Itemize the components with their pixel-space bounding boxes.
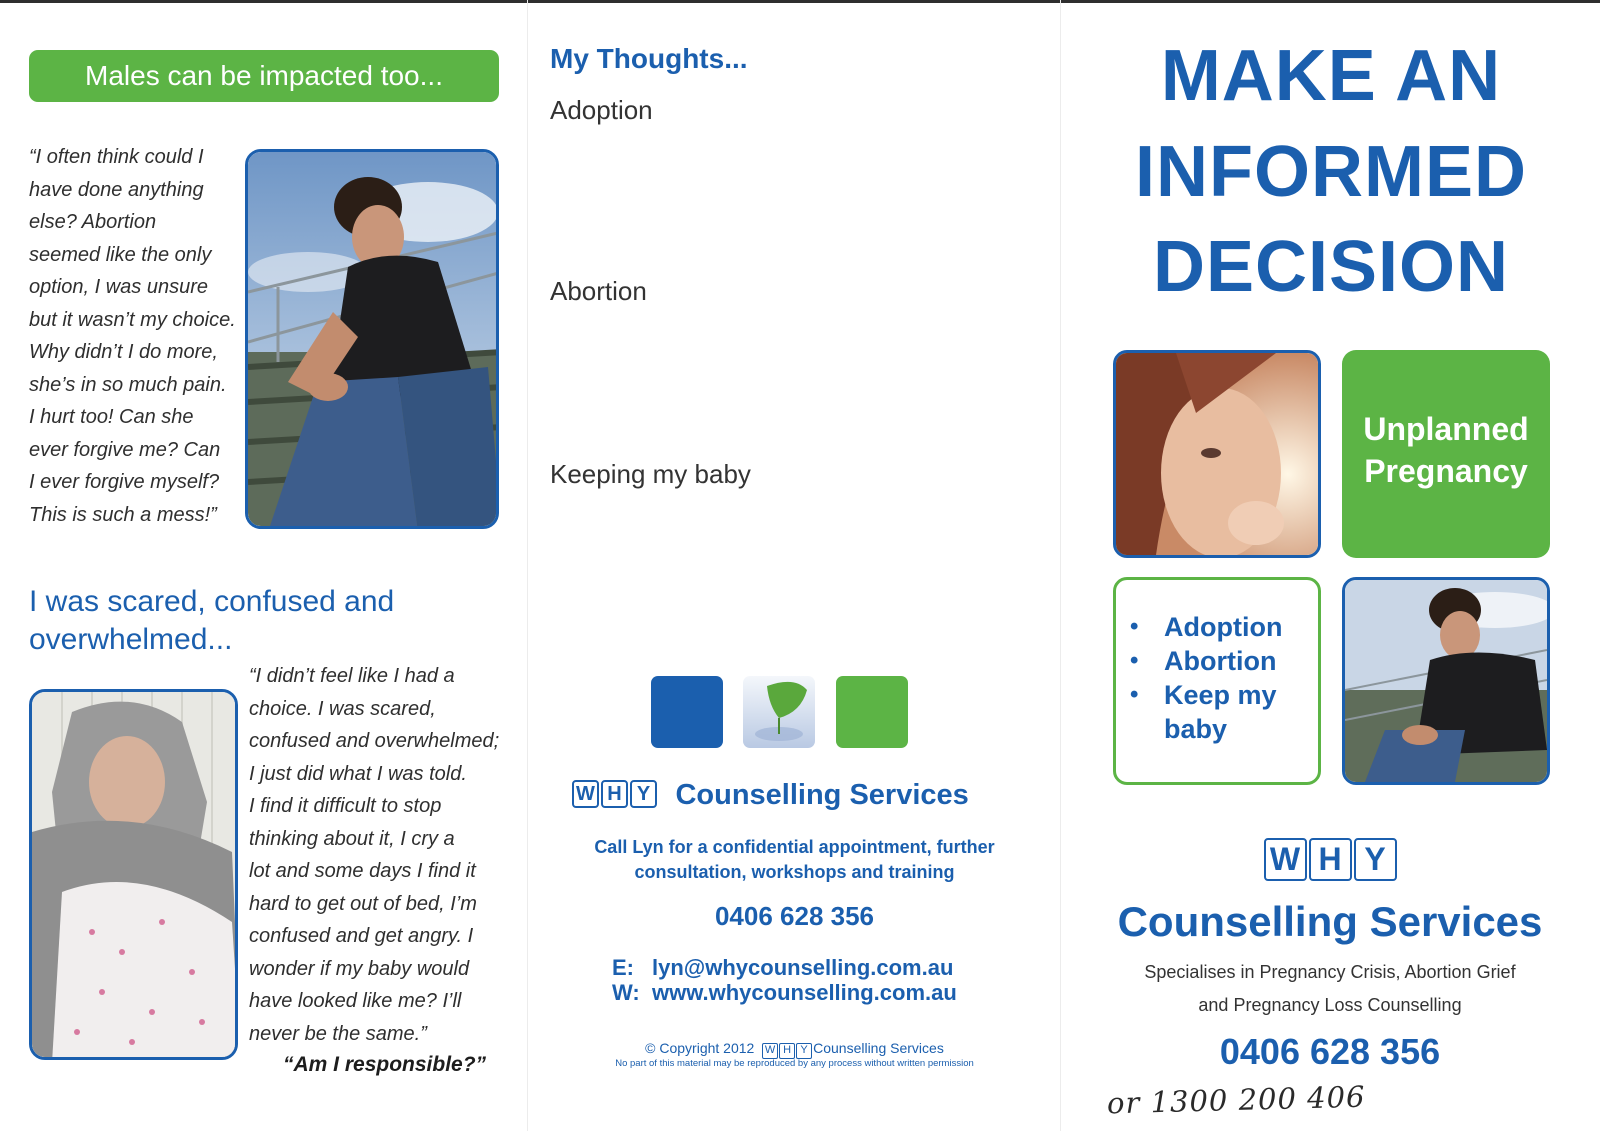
logo-letter: Y: [630, 780, 657, 808]
blue-square-graphic: [651, 676, 723, 748]
sad-man-illustration: [248, 152, 499, 529]
green-square-graphic: [836, 676, 908, 748]
list-item: • Abortion: [1130, 644, 1318, 678]
call-line: consultation, workshops and training: [634, 862, 955, 882]
quote-line: confused and get angry. I: [249, 925, 474, 947]
quote-line: choice. I was scared,: [249, 697, 436, 720]
quote-line: have done anything: [29, 178, 204, 201]
logo-letter: H: [779, 1043, 795, 1059]
logo-letter: W: [762, 1043, 778, 1059]
quote-line: I ever forgive myself?: [29, 471, 220, 493]
worried-woman-photo: [1113, 350, 1321, 558]
logo-letter: W: [1264, 838, 1307, 881]
copyright-org: Counselling Services: [813, 1040, 944, 1056]
thought-option-adoption: Adoption: [550, 95, 653, 125]
brochure-panel-middle: [527, 0, 1060, 1131]
options-list-tile: [1113, 577, 1321, 785]
list-item: • Adoption: [1130, 610, 1318, 644]
specialty-line: Specialises in Pregnancy Crisis, Abortion Grief: [1144, 962, 1516, 982]
quote-line: “I didn’t feel like I had a: [249, 665, 455, 687]
am-i-responsible-tagline: “Am I responsible?”: [283, 1053, 487, 1076]
logo-letter: Y: [796, 1043, 812, 1059]
web-label: W:: [612, 980, 640, 1005]
quote-line: never be the same.”: [249, 1022, 427, 1045]
handwritten-alt-number: or 1300 200 406: [1106, 1079, 1366, 1121]
options-list: [1130, 610, 1318, 746]
phone-number[interactable]: 0406 628 356: [714, 901, 875, 931]
quote-line: thinking about it, I cry a: [249, 827, 455, 850]
thought-option-abortion: Abortion: [550, 276, 647, 306]
thought-option-keeping-baby: Keeping my baby: [550, 459, 751, 489]
leaf-icon: [743, 676, 815, 748]
logo-name: Counselling Services: [675, 779, 969, 811]
quote-line: she’s in so much pain.: [29, 373, 227, 396]
quote-line: ever forgive me? Can: [29, 438, 221, 461]
email-link[interactable]: lyn@whycounselling.com.au: [652, 955, 954, 980]
why-logo-large: [1060, 838, 1600, 881]
hooded-girl-photo: [29, 689, 238, 1060]
why-counselling-logo: [572, 779, 969, 812]
hooded-girl-illustration: [32, 692, 238, 1060]
specialty-line: and Pregnancy Loss Counselling: [1198, 995, 1462, 1015]
reproduction-disclaimer: No part of this material may be reproduced by any process without written permission: [615, 1058, 974, 1069]
heading-line: I was scared, confused and: [29, 585, 395, 618]
quote-line: I hurt too! Can she: [29, 406, 194, 428]
tile-line: Unplanned: [1363, 411, 1529, 447]
copyright-line: [528, 1040, 1061, 1059]
sad-man-photo: [245, 149, 499, 529]
leaf-water-graphic: [743, 676, 815, 748]
males-impacted-banner: Males can be impacted too...: [29, 50, 499, 102]
my-thoughts-title: My Thoughts...: [550, 43, 748, 74]
website-link[interactable]: www.whycounselling.com.au: [652, 980, 957, 1005]
male-quote: [29, 141, 244, 531]
logo-letter: H: [1309, 838, 1352, 881]
tile-line: Pregnancy: [1364, 453, 1528, 489]
quote-line: This is such a mess!”: [29, 503, 217, 526]
brochure-panel-left: [0, 0, 527, 1131]
quote-line: have looked like me? I’ll: [249, 990, 462, 1012]
quote-line: I find it difficult to stop: [249, 795, 442, 817]
quote-line: wonder if my baby would: [249, 957, 470, 980]
quote-line: I just did what I was told.: [249, 762, 467, 785]
call-line: Call Lyn for a confidential appointment, further: [594, 837, 995, 857]
quote-line: Why didn’t I do more,: [29, 341, 218, 363]
unplanned-pregnancy-tile: [1342, 350, 1550, 558]
sad-man-thumbnail: [1342, 577, 1550, 785]
quote-line: lot and some days I find it: [249, 860, 476, 882]
quote-line: else? Abortion: [29, 211, 157, 233]
quote-line: but it wasn’t my choice.: [29, 308, 236, 331]
quote-line: seemed like the only: [29, 243, 212, 266]
heading-line: overwhelmed...: [29, 623, 233, 656]
headline-line: DECISION: [1152, 227, 1510, 307]
list-item-continued: baby: [1164, 714, 1228, 744]
call-lyn-text: [528, 835, 1061, 885]
headline-line: MAKE AN: [1160, 36, 1502, 116]
logo-letter: Y: [1354, 838, 1397, 881]
quote-line: confused and overwhelmed;: [249, 730, 500, 752]
logo-letter: W: [572, 780, 599, 808]
copyright-text: © Copyright 2012: [645, 1040, 755, 1056]
logo-letter: H: [601, 780, 628, 808]
phone-number-large[interactable]: 0406 628 356: [1219, 1031, 1441, 1072]
worried-woman-illustration: [1116, 353, 1318, 555]
list-item: • Keep my: [1130, 678, 1318, 712]
sad-man-thumb-illustration: [1345, 580, 1547, 782]
female-quote: [249, 660, 514, 1050]
headline-line: INFORMED: [1135, 132, 1527, 212]
quote-line: “I often think could I: [29, 146, 204, 168]
email-contact: [612, 955, 953, 981]
quote-line: hard to get out of bed, I’m: [249, 892, 477, 915]
quote-line: option, I was unsure: [29, 276, 208, 298]
scared-heading: [29, 583, 394, 659]
web-contact: [612, 980, 957, 1006]
org-name: Counselling Services: [1117, 898, 1543, 945]
email-label: E:: [612, 955, 634, 980]
